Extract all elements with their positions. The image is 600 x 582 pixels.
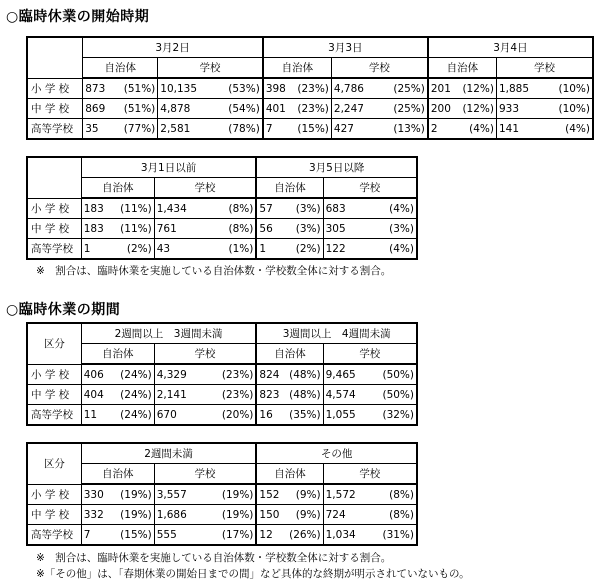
cell-content — [259, 529, 320, 541]
row-label: 小 学 校 — [27, 364, 81, 385]
data-cell — [81, 525, 154, 546]
count-value: 16 — [259, 408, 273, 421]
data-cell — [81, 364, 154, 385]
subhead-cell: 自治体 — [256, 344, 323, 365]
count-value: 404 — [83, 388, 104, 401]
count-value: 10,135 — [160, 82, 198, 95]
data-cell — [158, 119, 263, 140]
cell-content — [266, 83, 329, 95]
count-value: 873 — [85, 82, 106, 95]
percent-value: (4%) — [389, 242, 414, 255]
data-cell — [81, 405, 154, 426]
cell-content — [259, 489, 320, 501]
percent-value: (23%) — [221, 388, 254, 401]
data-cell — [154, 239, 256, 260]
percent-value: (19%) — [221, 488, 254, 501]
count-value: 43 — [156, 242, 171, 255]
cell-content — [84, 529, 152, 541]
data-cell — [428, 78, 497, 99]
data-cell — [323, 505, 417, 525]
cell-content — [259, 369, 320, 381]
data-cell — [256, 219, 323, 239]
percent-value: (2%) — [295, 242, 321, 255]
cell-content — [326, 203, 414, 215]
row-label: 中 学 校 — [27, 385, 81, 405]
percent-value: (51%) — [123, 82, 156, 95]
subhead-cell: 学校 — [154, 464, 256, 485]
count-value: 141 — [498, 122, 520, 135]
data-cell — [323, 385, 417, 405]
data-cell — [331, 119, 427, 140]
count-value: 183 — [83, 202, 104, 215]
header-row-subheads — [27, 178, 417, 199]
count-value: 761 — [156, 222, 177, 235]
subhead-cell: 自治体 — [83, 58, 158, 79]
cell-content — [334, 83, 425, 95]
count-value: 2,247 — [333, 102, 364, 115]
percent-value: (10%) — [558, 102, 590, 115]
count-value: 824 — [259, 368, 280, 381]
percent-value: (10%) — [558, 82, 590, 95]
data-cell — [263, 119, 332, 140]
cell-content — [157, 509, 254, 521]
cell-content — [157, 489, 254, 501]
data-cell — [256, 484, 323, 505]
cell-content — [259, 243, 320, 255]
subhead-cell: 学校 — [323, 464, 417, 485]
subhead-cell: 自治体 — [256, 178, 323, 199]
data-cell — [81, 505, 154, 525]
percent-value: (8%) — [228, 202, 254, 215]
data-cell — [81, 385, 154, 405]
data-cell — [81, 219, 154, 239]
count-value: 1,572 — [325, 488, 356, 501]
count-value: 3,557 — [156, 488, 187, 501]
percent-value: (78%) — [228, 122, 260, 135]
cell-content — [84, 203, 152, 215]
data-cell — [256, 385, 323, 405]
cell-content — [160, 123, 260, 135]
header-row-subheads — [27, 344, 417, 365]
group-header: 3月1日以前 — [81, 157, 256, 178]
data-cell — [154, 505, 256, 525]
table-row — [27, 364, 417, 385]
count-value: 7 — [83, 528, 91, 541]
group-header: 3月4日 — [428, 37, 593, 58]
percent-value: (3%) — [295, 222, 321, 235]
cell-content — [160, 83, 260, 95]
table-row — [27, 219, 417, 239]
count-value: 150 — [259, 508, 280, 521]
duration-note-other: ※「その他」は、「春期休業の開始日までの間」など具体的な終期が明示されていないもの。 — [36, 568, 470, 580]
cell-content — [259, 223, 320, 235]
cell-content — [499, 83, 590, 95]
table-row — [27, 484, 417, 505]
cell-content — [259, 509, 320, 521]
data-cell — [154, 525, 256, 546]
subhead-cell: 自治体 — [81, 344, 154, 365]
percent-value: (4%) — [389, 202, 414, 215]
section-title-duration: ○臨時休業の期間 — [6, 302, 121, 318]
header-row-groups — [27, 37, 593, 58]
data-cell — [154, 198, 256, 219]
cell-content — [160, 103, 260, 115]
table-row — [27, 99, 593, 119]
row-label: 高等学校 — [27, 525, 81, 546]
percent-value: (48%) — [289, 388, 321, 401]
percent-value: (9%) — [295, 488, 321, 501]
table-row — [27, 119, 593, 140]
data-cell — [81, 239, 154, 260]
count-value: 7 — [265, 122, 273, 135]
cell-content — [326, 389, 414, 401]
percent-value: (35%) — [289, 408, 321, 421]
duration-table-1 — [26, 322, 418, 426]
percent-value: (23%) — [297, 102, 329, 115]
data-cell — [323, 525, 417, 546]
cell-content — [326, 409, 414, 421]
percent-value: (15%) — [120, 528, 152, 541]
data-cell — [256, 364, 323, 385]
percent-value: (77%) — [123, 122, 156, 135]
group-header: 3月3日 — [263, 37, 428, 58]
data-cell — [154, 364, 256, 385]
count-value: 427 — [333, 122, 354, 135]
cell-content — [157, 369, 254, 381]
percent-value: (26%) — [289, 528, 321, 541]
count-value: 398 — [265, 82, 286, 95]
count-value: 201 — [430, 82, 451, 95]
cell-content — [84, 489, 152, 501]
count-value: 4,574 — [325, 388, 356, 401]
percent-value: (31%) — [382, 528, 414, 541]
count-value: 4,786 — [333, 82, 364, 95]
table-row — [27, 405, 417, 426]
count-value: 57 — [259, 202, 273, 215]
cell-content — [84, 243, 152, 255]
subhead-cell: 学校 — [331, 58, 427, 79]
cell-content — [334, 123, 425, 135]
percent-value: (25%) — [393, 102, 425, 115]
table-row — [27, 239, 417, 260]
percent-value: (23%) — [221, 368, 254, 381]
count-value: 1 — [259, 242, 267, 255]
duration-table-2 — [26, 442, 418, 546]
header-row-groups — [27, 443, 417, 464]
cell-content — [326, 223, 414, 235]
percent-value: (11%) — [120, 202, 152, 215]
percent-value: (15%) — [297, 122, 329, 135]
row-label: 中 学 校 — [27, 505, 81, 525]
percent-value: (19%) — [120, 508, 152, 521]
percent-value: (13%) — [393, 122, 425, 135]
cell-content — [499, 103, 590, 115]
count-value: 4,329 — [156, 368, 187, 381]
data-cell — [158, 78, 263, 99]
cell-content — [84, 369, 152, 381]
percent-value: (9%) — [295, 508, 321, 521]
count-value: 330 — [83, 488, 104, 501]
count-value: 406 — [83, 368, 104, 381]
count-value: 823 — [259, 388, 280, 401]
cell-content — [326, 243, 414, 255]
count-value: 122 — [325, 242, 346, 255]
count-value: 35 — [85, 122, 99, 135]
cell-content — [259, 203, 320, 215]
corner-cell: 区分 — [27, 443, 81, 484]
percent-value: (53%) — [228, 82, 260, 95]
data-cell — [256, 239, 323, 260]
cell-content — [431, 123, 494, 135]
percent-value: (8%) — [228, 222, 254, 235]
header-row-groups — [27, 157, 417, 178]
count-value: 1,034 — [325, 528, 356, 541]
header-row-groups — [27, 323, 417, 344]
subhead-cell: 学校 — [323, 344, 417, 365]
percent-value: (54%) — [228, 102, 260, 115]
percent-value: (3%) — [389, 222, 414, 235]
subhead-cell: 学校 — [323, 178, 417, 199]
corner-cell — [27, 37, 83, 78]
data-cell — [256, 525, 323, 546]
percent-value: (24%) — [120, 368, 152, 381]
data-cell — [256, 505, 323, 525]
subhead-cell: 学校 — [154, 178, 256, 199]
cell-content — [157, 203, 254, 215]
data-cell — [428, 99, 497, 119]
data-cell — [323, 364, 417, 385]
subhead-cell: 自治体 — [81, 464, 154, 485]
cell-content — [326, 489, 414, 501]
group-header: 2週間未満 — [81, 443, 256, 464]
data-cell — [154, 385, 256, 405]
data-cell — [83, 119, 158, 140]
count-value: 2,581 — [160, 122, 191, 135]
count-value: 56 — [259, 222, 273, 235]
cell-content — [157, 409, 254, 421]
table-row — [27, 385, 417, 405]
percent-value: (4%) — [469, 122, 494, 135]
cell-content — [85, 123, 155, 135]
table-row — [27, 525, 417, 546]
data-cell — [331, 78, 427, 99]
subhead-cell: 自治体 — [263, 58, 332, 79]
corner-cell — [27, 157, 81, 198]
count-value: 1 — [83, 242, 91, 255]
data-cell — [154, 219, 256, 239]
percent-value: (12%) — [462, 102, 494, 115]
count-value: 11 — [83, 408, 98, 421]
percent-value: (19%) — [120, 488, 152, 501]
data-cell — [331, 99, 427, 119]
cell-content — [499, 123, 590, 135]
percent-value: (20%) — [221, 408, 254, 421]
start-period-table-1 — [26, 36, 594, 140]
data-cell — [83, 99, 158, 119]
cell-content — [334, 103, 425, 115]
corner-cell: 区分 — [27, 323, 81, 364]
cell-content — [157, 223, 254, 235]
count-value: 200 — [430, 102, 451, 115]
cell-content — [157, 389, 254, 401]
percent-value: (19%) — [221, 508, 254, 521]
count-value: 1,434 — [156, 202, 187, 215]
table-row — [27, 198, 417, 219]
subhead-cell: 自治体 — [256, 464, 323, 485]
cell-content — [326, 529, 414, 541]
cell-content — [326, 369, 414, 381]
cell-content — [84, 223, 152, 235]
count-value: 555 — [156, 528, 177, 541]
percent-value: (24%) — [120, 388, 152, 401]
cell-content — [157, 243, 254, 255]
cell-content — [431, 83, 494, 95]
cell-content — [259, 389, 320, 401]
percent-value: (2%) — [126, 242, 152, 255]
cell-content — [266, 103, 329, 115]
header-row-subheads — [27, 58, 593, 79]
percent-value: (1%) — [228, 242, 254, 255]
percent-value: (50%) — [382, 388, 414, 401]
percent-value: (32%) — [382, 408, 414, 421]
count-value: 9,465 — [325, 368, 356, 381]
data-cell — [323, 239, 417, 260]
section-title-start-period: ○臨時休業の開始時期 — [6, 9, 150, 25]
group-header: 2週間以上 3週間未満 — [81, 323, 256, 344]
count-value: 1,885 — [498, 82, 530, 95]
count-value: 1,686 — [156, 508, 187, 521]
data-cell — [81, 484, 154, 505]
data-cell — [323, 484, 417, 505]
count-value: 683 — [325, 202, 346, 215]
count-value: 183 — [83, 222, 104, 235]
data-cell — [256, 198, 323, 219]
percent-value: (48%) — [289, 368, 321, 381]
count-value: 152 — [259, 488, 280, 501]
row-label: 小 学 校 — [27, 198, 81, 219]
start-period-table-2 — [26, 156, 418, 260]
header-row-subheads — [27, 464, 417, 485]
count-value: 4,878 — [160, 102, 191, 115]
data-cell — [496, 99, 593, 119]
percent-value: (24%) — [120, 408, 152, 421]
cell-content — [431, 103, 494, 115]
count-value: 724 — [325, 508, 346, 521]
cell-content — [266, 123, 329, 135]
data-cell — [256, 405, 323, 426]
percent-value: (8%) — [389, 508, 414, 521]
table-row — [27, 78, 593, 99]
count-value: 332 — [83, 508, 104, 521]
subhead-cell: 自治体 — [81, 178, 154, 199]
subhead-cell: 学校 — [158, 58, 263, 79]
row-label: 小 学 校 — [27, 484, 81, 505]
table-row — [27, 505, 417, 525]
cell-content — [84, 389, 152, 401]
data-cell — [496, 78, 593, 99]
percent-value: (3%) — [295, 202, 321, 215]
row-label: 高等学校 — [27, 119, 83, 140]
percent-value: (51%) — [123, 102, 156, 115]
count-value: 2,141 — [156, 388, 187, 401]
percent-value: (50%) — [382, 368, 414, 381]
data-cell — [323, 219, 417, 239]
group-header: 3月2日 — [83, 37, 263, 58]
percent-value: (25%) — [393, 82, 425, 95]
group-header: その他 — [256, 443, 417, 464]
row-label: 中 学 校 — [27, 99, 83, 119]
row-label: 高等学校 — [27, 405, 81, 426]
data-cell — [158, 99, 263, 119]
count-value: 1,055 — [325, 408, 356, 421]
data-cell — [81, 198, 154, 219]
start-period-note: ※ 割合は、臨時休業を実施している自治体数・学校数全体に対する割合。 — [36, 265, 392, 277]
subhead-cell: 学校 — [496, 58, 593, 79]
percent-value: (4%) — [565, 122, 590, 135]
row-label: 小 学 校 — [27, 78, 83, 99]
count-value: 869 — [85, 102, 106, 115]
duration-note-ratio: ※ 割合は、臨時休業を実施している自治体数・学校数全体に対する割合。 — [36, 552, 392, 564]
data-cell — [154, 484, 256, 505]
cell-content — [326, 509, 414, 521]
data-cell — [263, 78, 332, 99]
data-cell — [323, 405, 417, 426]
count-value: 933 — [498, 102, 520, 115]
count-value: 305 — [325, 222, 346, 235]
cell-content — [157, 529, 254, 541]
cell-content — [85, 83, 155, 95]
count-value: 2 — [430, 122, 438, 135]
count-value: 401 — [265, 102, 286, 115]
subhead-cell: 学校 — [154, 344, 256, 365]
data-cell — [83, 78, 158, 99]
group-header: 3月5日以降 — [256, 157, 417, 178]
data-cell — [428, 119, 497, 140]
data-cell — [496, 119, 593, 140]
percent-value: (11%) — [120, 222, 152, 235]
count-value: 670 — [156, 408, 177, 421]
percent-value: (8%) — [389, 488, 414, 501]
row-label: 中 学 校 — [27, 219, 81, 239]
percent-value: (23%) — [297, 82, 329, 95]
cell-content — [259, 409, 320, 421]
cell-content — [84, 509, 152, 521]
cell-content — [84, 409, 152, 421]
data-cell — [263, 99, 332, 119]
group-header: 3週間以上 4週間未満 — [256, 323, 417, 344]
row-label: 高等学校 — [27, 239, 81, 260]
data-cell — [154, 405, 256, 426]
percent-value: (12%) — [462, 82, 494, 95]
count-value: 12 — [259, 528, 273, 541]
data-cell — [323, 198, 417, 219]
cell-content — [85, 103, 155, 115]
subhead-cell: 自治体 — [428, 58, 497, 79]
percent-value: (17%) — [221, 528, 254, 541]
